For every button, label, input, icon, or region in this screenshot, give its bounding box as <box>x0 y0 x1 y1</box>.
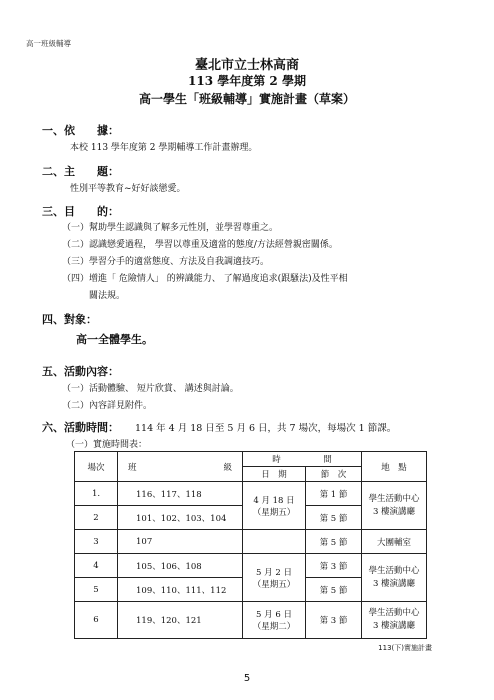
date-b: 5 月 2 日 <box>256 567 292 578</box>
session-no: 5 <box>75 578 118 602</box>
header-session: 場次 <box>75 452 118 482</box>
purpose-item-3: （三）學習分手的適當態度、方法及自我調適技巧。 <box>62 257 270 267</box>
header-class-char2: 級 <box>223 462 232 473</box>
date-cell-b <box>243 554 306 602</box>
table-row <box>75 530 427 554</box>
session-no: 6 <box>75 602 118 639</box>
purpose-item-4-cont: 關法規。 <box>62 291 126 301</box>
page-number: 5 <box>243 673 251 684</box>
date-cell-a <box>243 482 306 530</box>
header-place: 地 點 <box>362 452 427 482</box>
purpose-item-4: （四）增進「 危險情人」 的辨識能力、 了解過度追求(跟騷法)及性平相 <box>62 274 348 284</box>
purpose-item-2: （二）認識戀愛過程， 學習以尊重及適當的態度/方法經營親密關係。 <box>62 240 338 250</box>
school-name: 臺北市立士林高商 <box>194 58 299 73</box>
date-cell-a-cont <box>243 530 306 554</box>
header-time: 時 間 <box>243 452 362 467</box>
section-target-text: 高一全體學生。 <box>76 333 153 346</box>
table-row <box>75 602 427 639</box>
schedule-table <box>74 451 427 639</box>
table-row <box>75 482 427 506</box>
period: 第 3 節 <box>306 554 362 578</box>
class-list: 109、110、111、112 <box>118 578 243 602</box>
date-c: 5 月 6 日 <box>256 610 292 620</box>
class-list: 116、117、118 <box>118 482 243 506</box>
section-time-text: 114 年 4 月 18 日至 5 月 6 日，共 7 場次，每場次 1 節課。 <box>135 423 397 434</box>
place-a: 學生活動中心 3 樓演講廳 <box>362 482 427 530</box>
period: 第 5 節 <box>306 530 362 554</box>
section-basis-text: 本校 113 學年度第 2 學期輔導工作計畫辦理。 <box>70 143 258 153</box>
date-a: 4 月 18 日 <box>253 495 295 506</box>
class-list: 119、120、121 <box>118 602 243 639</box>
weekday-a: （星期五） <box>252 507 296 518</box>
section-target-heading: 四、對象： <box>42 313 97 326</box>
content-item-1: （一）活動體驗、 短片欣賞、 講述與討論。 <box>62 384 239 394</box>
section-content-heading: 五、活動內容： <box>42 365 119 378</box>
table-row <box>75 554 427 578</box>
weekday-c: （星期二） <box>252 622 296 632</box>
date-cell-c <box>243 602 306 639</box>
session-no: 4 <box>75 554 118 578</box>
header-date: 日 期 <box>243 467 306 482</box>
section-theme-text: 性別平等教育~好好談戀愛。 <box>70 184 186 194</box>
place-d: 學生活動中心 3 樓演講廳 <box>362 602 427 639</box>
class-list: 101、102、103、104 <box>118 506 243 530</box>
section-theme-heading: 二、主 題： <box>42 165 119 178</box>
purpose-item-1: （一）幫助學生認識與了解多元性別，並學習尊重之。 <box>62 223 279 233</box>
period: 第 5 節 <box>306 506 362 530</box>
plan-title: 高一學生「班級輔導」實施計畫（草案） <box>138 92 355 106</box>
class-list: 107 <box>118 530 243 554</box>
place-b: 大團輔室 <box>362 530 427 554</box>
header-class-char1: 班 <box>128 462 137 473</box>
session-no: 3 <box>75 530 118 554</box>
period: 第 3 節 <box>306 602 362 639</box>
section-basis-heading: 一、依 據： <box>42 124 119 137</box>
period: 第 1 節 <box>306 482 362 506</box>
session-no: 1. <box>75 482 118 506</box>
class-list: 105、106、108 <box>118 554 243 578</box>
header-class <box>118 452 243 482</box>
content-item-2: （二）內容詳見附件。 <box>62 401 153 411</box>
place-c: 學生活動中心 3 樓演講廳 <box>362 554 427 602</box>
semester-title: 113 學年度第 2 學期 <box>188 74 306 88</box>
running-header: 高一班級輔導 <box>26 39 71 48</box>
footer-label: 113(下)實施計畫 <box>378 644 432 652</box>
section-purpose-heading: 三、目 的： <box>42 205 119 218</box>
weekday-b: （星期五） <box>252 579 296 590</box>
session-no: 2 <box>75 506 118 530</box>
period: 第 5 節 <box>306 578 362 602</box>
header-period: 節 次 <box>306 467 362 482</box>
schedule-subheading: （一）實施時間表： <box>66 440 148 450</box>
section-time-heading: 六、活動時間： <box>42 421 119 434</box>
